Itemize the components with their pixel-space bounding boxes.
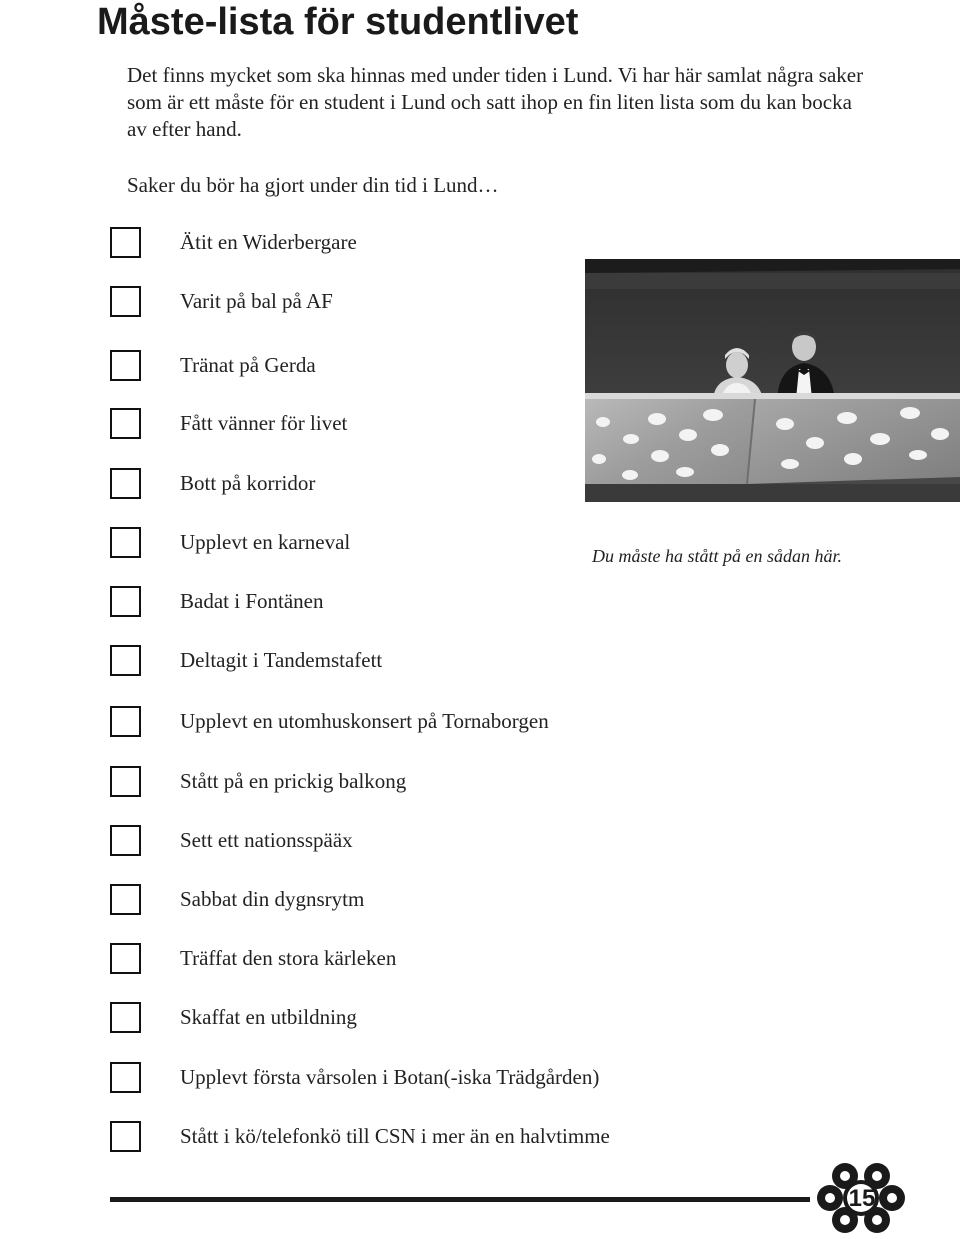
checklist-item-label: Ätit en Widerbergare xyxy=(180,230,357,254)
checklist-item-label: Skaffat en utbildning xyxy=(180,1005,357,1029)
checkbox[interactable] xyxy=(110,825,141,856)
checklist-item-label: Stått i kö/telefonkö till CSN i mer än en halvtimme xyxy=(180,1124,610,1148)
checkbox[interactable] xyxy=(110,1062,141,1093)
checklist-item-label: Sett ett nationsspääx xyxy=(180,828,353,852)
checklist-item-label: Tränat på Gerda xyxy=(180,353,316,377)
checklist-item-label: Stått på en prickig balkong xyxy=(180,769,407,793)
checkbox[interactable] xyxy=(110,586,141,617)
checkbox[interactable] xyxy=(110,884,141,915)
checklist-item xyxy=(0,586,720,620)
checklist-item-label: Bott på korridor xyxy=(180,471,316,495)
checklist-item xyxy=(0,943,720,977)
checklist-item xyxy=(0,766,720,800)
checklist-item-label: Badat i Fontänen xyxy=(180,589,324,613)
checklist-item xyxy=(0,645,720,679)
checklist-item-label: Sabbat din dygnsrytm xyxy=(180,887,365,911)
checklist-item xyxy=(0,1002,720,1036)
checklist-item xyxy=(0,1062,720,1096)
checkbox[interactable] xyxy=(110,1121,141,1152)
footer-rule xyxy=(110,1197,810,1202)
checklist-item-label: Fått vänner för livet xyxy=(180,411,348,435)
checklist-item-label: Upplevt en utomhuskonsert på Tornaborgen xyxy=(180,709,549,733)
checkbox[interactable] xyxy=(110,350,141,381)
page-number: 15 xyxy=(848,1185,876,1212)
checklist-item xyxy=(0,825,720,859)
intro-paragraph: Det finns mycket som ska hinnas med under tiden i Lund. Vi har här samlat några saker som är ett måste för en student i Lund och satt ihop en fin liten lista som du kan bocka av efter hand. xyxy=(127,63,864,141)
page-title: Måste-lista för studentlivet xyxy=(97,1,579,43)
balcony-photo xyxy=(585,259,960,502)
checklist-lead: Saker du bör ha gjort under din tid i Lund… xyxy=(127,173,499,197)
photo-caption: Du måste ha stått på en sådan här. xyxy=(592,546,843,566)
checkbox[interactable] xyxy=(110,468,141,499)
checklist-item xyxy=(0,1121,720,1155)
checkbox[interactable] xyxy=(110,408,141,439)
checklist-item-label: Varit på bal på AF xyxy=(180,289,333,313)
checkbox[interactable] xyxy=(110,706,141,737)
checklist-item xyxy=(0,227,720,261)
checklist-item-label: Träffat den stora kärleken xyxy=(180,946,397,970)
checklist-item-label: Deltagit i Tandemstafett xyxy=(180,648,383,672)
checkbox[interactable] xyxy=(110,943,141,974)
checklist-item-label: Upplevt första vårsolen i Botan(-iska Trädgården) xyxy=(180,1065,600,1089)
checkbox[interactable] xyxy=(110,766,141,797)
checkbox[interactable] xyxy=(110,1002,141,1033)
checklist-item xyxy=(0,884,720,918)
checkbox[interactable] xyxy=(110,527,141,558)
checkbox[interactable] xyxy=(110,286,141,317)
checklist-item xyxy=(0,706,720,740)
checkbox[interactable] xyxy=(110,645,141,676)
checklist-item-label: Upplevt en karneval xyxy=(180,530,351,554)
checkbox[interactable] xyxy=(110,227,141,258)
